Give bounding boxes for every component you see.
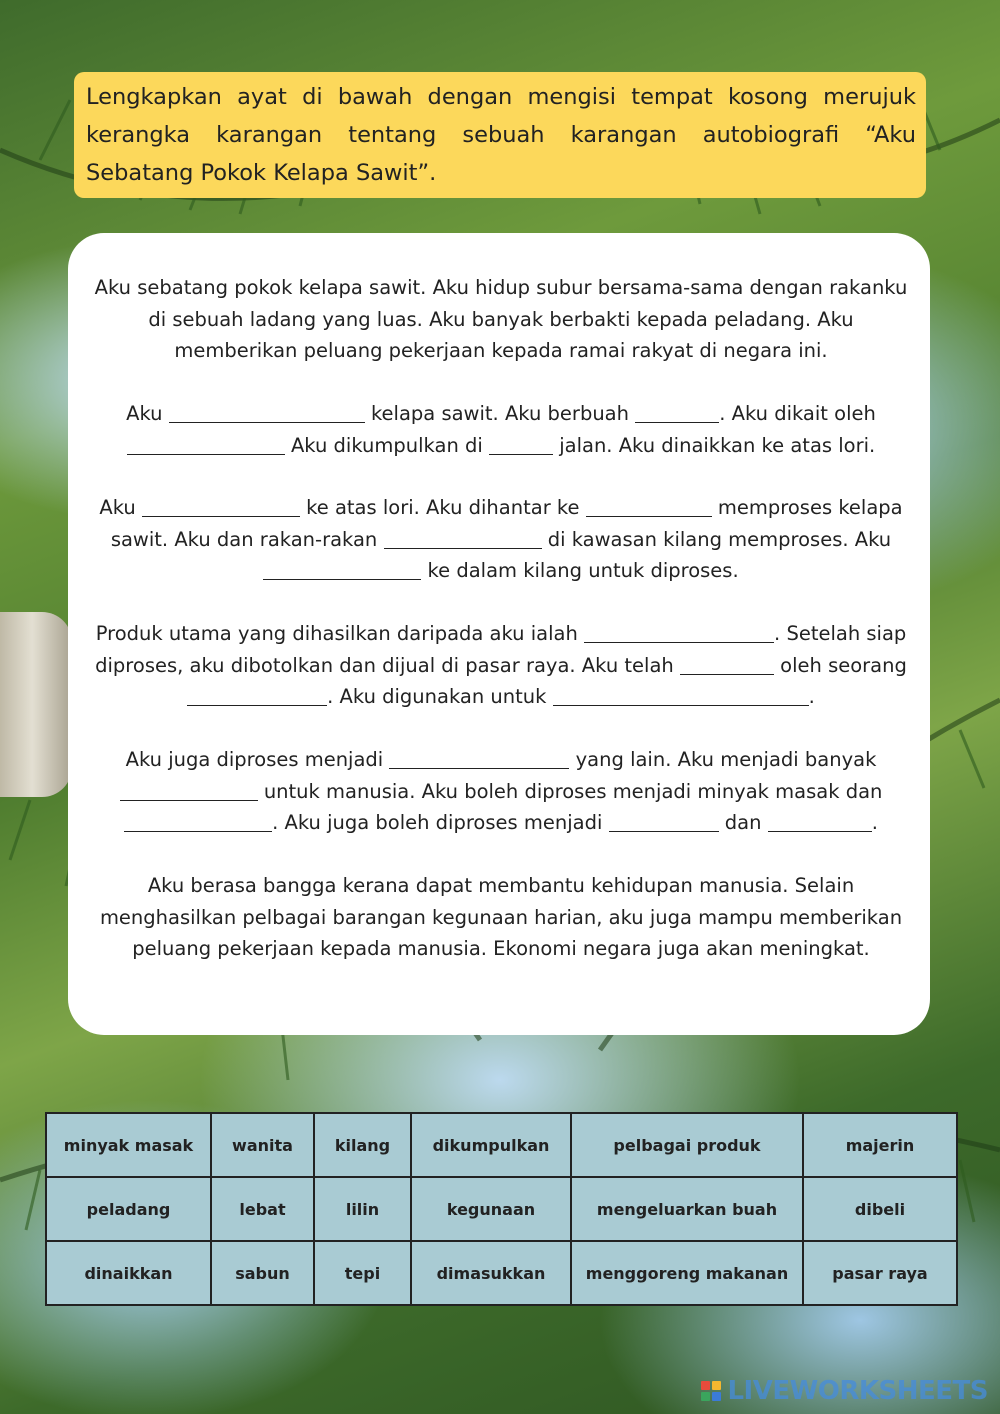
word-bank-row	[46, 1177, 957, 1241]
text-fragment: jalan. Aku dinaikkan ke atas lori.	[559, 433, 876, 457]
paragraph-4	[88, 618, 914, 713]
word-bank-cell[interactable]: kegunaan	[411, 1177, 571, 1241]
text-fragment: di kawasan kilang memproses. Aku	[547, 527, 892, 551]
word-bank-cell[interactable]: wanita	[211, 1113, 314, 1177]
blank-field[interactable]	[553, 686, 809, 707]
word-bank-cell[interactable]: minyak masak	[46, 1113, 211, 1177]
paragraph-2	[88, 398, 914, 461]
word-bank-cell[interactable]: kilang	[314, 1113, 411, 1177]
word-bank-cell[interactable]: menggoreng makanan	[571, 1241, 803, 1305]
blank-field[interactable]	[586, 497, 712, 518]
blank-field[interactable]	[768, 812, 872, 833]
text-fragment: Aku	[126, 402, 163, 425]
text-fragment: Aku dikumpulkan di	[290, 433, 483, 457]
text-fragment: dan	[724, 811, 762, 834]
word-bank-cell[interactable]: majerin	[803, 1113, 957, 1177]
text-fragment: yang lain. Aku menjadi banyak	[575, 748, 877, 771]
blank-field[interactable]	[489, 434, 553, 455]
paragraph-3	[88, 492, 914, 587]
text-fragment: oleh seorang	[780, 653, 907, 677]
blank-field[interactable]	[389, 749, 569, 770]
word-bank-cell[interactable]: dibeli	[803, 1177, 957, 1241]
paragraph-conclusion: Aku berasa bangga kerana dapat membantu kehidupan manusia. Selain menghasilkan pelbagai barangan kegunaan harian, aku juga mampu memberikan peluang pekerjaan kepada manusia. Ekonomi negara juga akan meningkat.	[99, 874, 903, 960]
text-fragment: . Aku dikait oleh	[719, 402, 876, 425]
paragraph-5	[88, 744, 914, 839]
text-fragment: . Aku juga boleh diproses menjadi	[272, 811, 603, 834]
word-bank-row	[46, 1113, 957, 1177]
text-fragment: .	[808, 685, 815, 708]
text-fragment: .	[871, 811, 878, 834]
text-fragment: kelapa sawit. Aku berbuah	[370, 402, 629, 425]
blank-field[interactable]	[609, 812, 719, 833]
text-fragment: Produk utama yang dihasilkan daripada aku ialah	[95, 622, 578, 645]
palm-trunk	[0, 612, 72, 797]
word-bank-cell[interactable]: pasar raya	[803, 1241, 957, 1305]
blank-field[interactable]	[127, 434, 285, 455]
blank-field[interactable]	[187, 686, 327, 707]
word-bank-table	[45, 1112, 958, 1306]
blank-field[interactable]	[169, 403, 365, 424]
word-bank-cell[interactable]: lilin	[314, 1177, 411, 1241]
text-fragment: . Setelah siap diproses, aku dibotolkan dan dijual di pasar raya. Aku telah	[95, 622, 907, 677]
text-fragment: ke atas lori. Aku dihantar ke	[306, 496, 580, 519]
text-fragment: Aku juga diproses menjadi	[125, 748, 384, 771]
text-fragment: memproses kelapa sawit. Aku dan rakan-rakan	[110, 496, 903, 551]
word-bank-cell[interactable]: tepi	[314, 1241, 411, 1305]
word-bank-cell[interactable]: mengeluarkan buah	[571, 1177, 803, 1241]
paragraph-intro: Aku sebatang pokok kelapa sawit. Aku hidup subur bersama-sama dengan rakanku di sebuah ladang yang luas. Aku banyak berbakti kepada peladang. Aku memberikan peluang pekerjaan kepada ramai rakyat di negara ini.	[94, 276, 908, 362]
blank-field[interactable]	[635, 403, 719, 424]
word-bank-cell[interactable]: dimasukkan	[411, 1241, 571, 1305]
liveworksheets-logo-icon	[701, 1381, 721, 1401]
blank-field[interactable]	[584, 623, 774, 644]
word-bank-cell[interactable]: peladang	[46, 1177, 211, 1241]
word-bank-cell[interactable]: pelbagai produk	[571, 1113, 803, 1177]
blank-field[interactable]	[142, 497, 300, 518]
instruction-banner: Lengkapkan ayat di bawah dengan mengisi tempat kosong merujuk kerangka karangan tentang sebuah karangan autobiografi “Aku Sebatang Pokok Kelapa Sawit”.	[74, 72, 926, 198]
word-bank-cell[interactable]: sabun	[211, 1241, 314, 1305]
text-fragment: untuk manusia. Aku boleh diproses menjadi minyak masak dan	[263, 779, 883, 803]
blank-field[interactable]	[120, 780, 258, 801]
blank-field[interactable]	[263, 560, 421, 581]
liveworksheets-watermark	[701, 1376, 988, 1406]
blank-field[interactable]	[680, 654, 774, 675]
watermark-text: LIVEWORKSHEETS	[727, 1376, 988, 1406]
word-bank-cell[interactable]: lebat	[211, 1177, 314, 1241]
blank-field[interactable]	[384, 528, 542, 549]
text-fragment: ke dalam kilang untuk diproses.	[427, 559, 739, 582]
blank-field[interactable]	[124, 812, 272, 833]
word-bank-cell[interactable]: dikumpulkan	[411, 1113, 571, 1177]
word-bank-cell[interactable]: dinaikkan	[46, 1241, 211, 1305]
word-bank-row	[46, 1241, 957, 1305]
text-fragment: . Aku digunakan untuk	[327, 685, 547, 708]
text-fragment: Aku	[99, 496, 136, 519]
